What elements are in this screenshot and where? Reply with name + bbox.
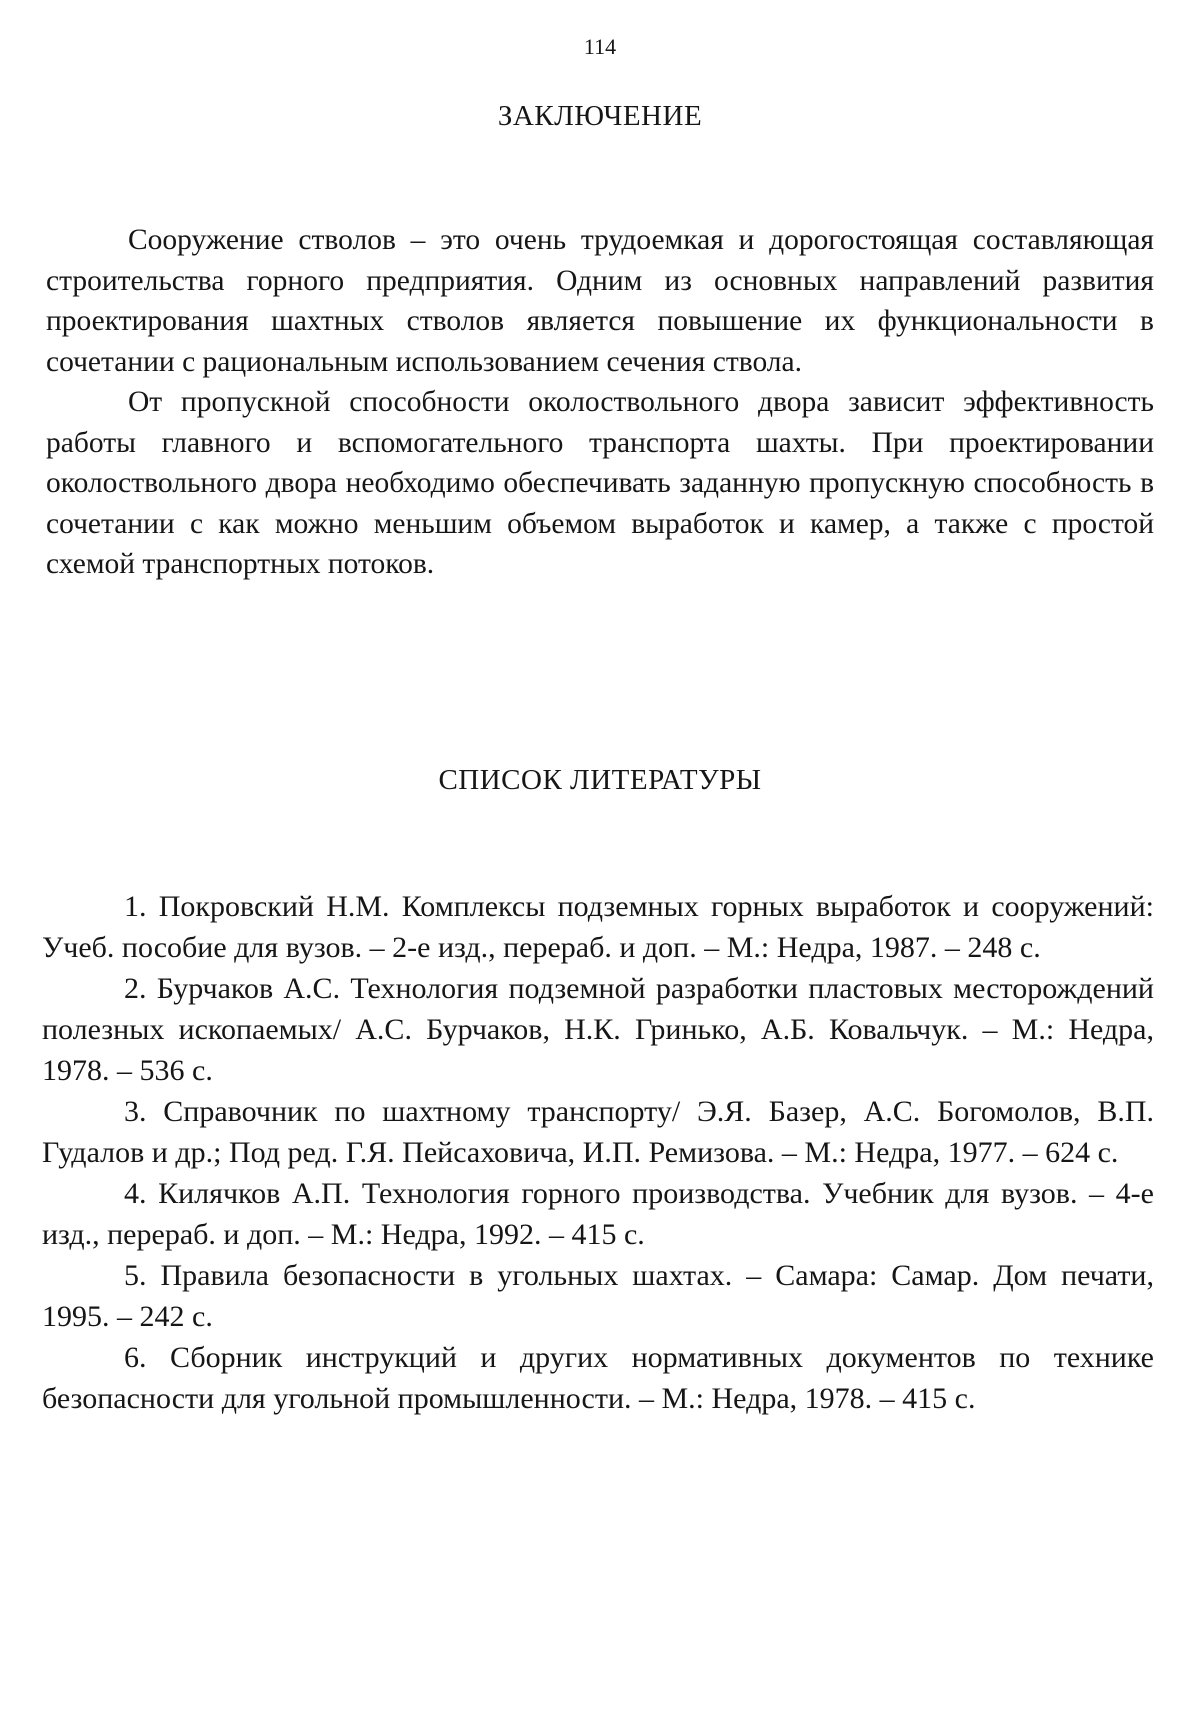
- conclusion-heading: ЗАКЛЮЧЕНИЕ: [497, 100, 703, 132]
- reference-item: 1. Покровский Н.М. Комплексы подземных горных выработок и сооружений: Учеб. пособие для вузов. – 2-е изд., перераб. и доп. – М.: Недра, 1987. – 248 с.: [42, 890, 1154, 964]
- conclusion-paragraph: Сооружение стволов – это очень трудоемкая и дорогостоящая составляющая строительства горного предприятия. Одним из основных направлений развития проектирования шахтных стволов является повышение их функциональности в сочетании с рациональным использованием сечения ствола.: [46, 224, 1154, 378]
- reference-item: 4. Килячков А.П. Технология горного производства. Учебник для вузов. – 4-е изд., перераб. и доп. – М.: Недра, 1992. – 415 с.: [42, 1177, 1154, 1251]
- reference-item: 5. Правила безопасности в угольных шахтах. – Самара: Самар. Дом печати, 1995. – 242 с.: [42, 1259, 1154, 1333]
- reference-item: 3. Справочник по шахтному транспорту/ Э.Я. Базер, А.С. Богомолов, В.П. Гудалов и др.; Под ред. Г.Я. Пейсаховича, И.П. Ремизова. – М.: Недра, 1977. – 624 с.: [42, 1095, 1154, 1169]
- conclusion-paragraph: От пропускной способности околоствольного двора зависит эффективность работы главного и вспомогательного транспорта шахты. При проектировании околоствольного двора необходимо обеспечивать заданную пропускную способность в сочетании с как можно меньшим объемом выработок и камер, а также с простой схемой транспортных потоков.: [46, 386, 1154, 580]
- references-heading: СПИСОК ЛИТЕРАТУРЫ: [438, 764, 762, 796]
- page-number: 114: [583, 34, 617, 59]
- references-list: [42, 886, 1154, 1419]
- conclusion-section: [46, 220, 1154, 585]
- reference-item: 2. Бурчаков А.С. Технология подземной разработки пластовых месторождений полезных ископаемых/ А.С. Бурчаков, Н.К. Гринько, А.Б. Ковальчук. – М.: Недра, 1978. – 536 с.: [42, 972, 1154, 1087]
- reference-item: 6. Сборник инструкций и других нормативных документов по технике безопасности для угольной промышленности. – М.: Недра, 1978. – 415 с.: [42, 1341, 1154, 1415]
